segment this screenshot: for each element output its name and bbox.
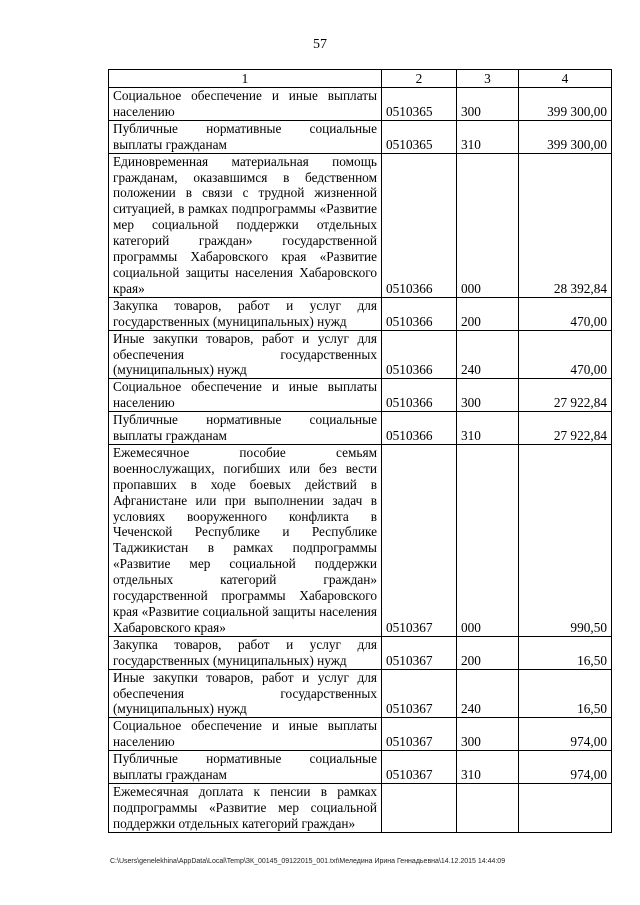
row-description: Ежемесячная доплата к пенсии в рамках подпрограммы «Развитие мер социальной поддержки отдельных категорий граждан» — [109, 783, 382, 832]
row-description: Ежемесячное пособие семьям военнослужащих, погибших или без вести пропавших в ходе боевых действий в Афганистане или при выполнении задач в условиях вооруженного конфликта в Чеченской Республике и Республике Таджикистан в рамках подпрограммы «Развитие мер социальной поддержки отдельных категорий граждан» государственной программы Хабаровского края «Развитие социальной защиты населения Хабаровского края» — [109, 444, 382, 636]
expense-type-code: 310 — [457, 120, 519, 153]
target-article-code: 0510365 — [382, 120, 457, 153]
row-description: Единовременная материальная помощь гражданам, оказавшимся в бедственном положении в связи с трудной жизненной ситуацией, в рамках подпрограммы «Развитие мер социальной поддержки отдельных категорий граждан» государственной программы Хабаровского края «Развитие социальной защиты населения Хабаровского края» — [109, 153, 382, 297]
amount: 974,00 — [519, 751, 612, 784]
row-description: Закупка товаров, работ и услуг для государственных (муниципальных) нужд — [109, 636, 382, 669]
amount: 16,50 — [519, 669, 612, 718]
expense-type-code: 240 — [457, 669, 519, 718]
expense-type-code: 310 — [457, 751, 519, 784]
row-description: Иные закупки товаров, работ и услуг для обеспечения государственных (муниципальных) нужд — [109, 330, 382, 379]
target-article-code: 0510365 — [382, 88, 457, 121]
amount: 27 922,84 — [519, 412, 612, 445]
expense-type-code: 000 — [457, 153, 519, 297]
target-article-code: 0510366 — [382, 330, 457, 379]
table-row — [109, 636, 612, 669]
row-description: Публичные нормативные социальные выплаты гражданам — [109, 120, 382, 153]
table-row — [109, 718, 612, 751]
amount: 28 392,84 — [519, 153, 612, 297]
target-article-code: 0510367 — [382, 669, 457, 718]
column-header: 3 — [457, 70, 519, 88]
row-description: Социальное обеспечение и иные выплаты населению — [109, 88, 382, 121]
target-article-code: 0510367 — [382, 636, 457, 669]
table-row — [109, 379, 612, 412]
page-number: 57 — [313, 37, 327, 52]
amount: 399 300,00 — [519, 120, 612, 153]
table-row — [109, 153, 612, 297]
table-row — [109, 297, 612, 330]
target-article-code: 0510366 — [382, 297, 457, 330]
amount: 27 922,84 — [519, 379, 612, 412]
column-header: 1 — [109, 70, 382, 88]
target-article-code: 0510366 — [382, 412, 457, 445]
table-row — [109, 120, 612, 153]
target-article-code: 0510366 — [382, 379, 457, 412]
table-header-row — [109, 70, 612, 88]
table-row — [109, 783, 612, 832]
amount: 974,00 — [519, 718, 612, 751]
row-description: Иные закупки товаров, работ и услуг для обеспечения государственных (муниципальных) нужд — [109, 669, 382, 718]
row-description: Социальное обеспечение и иные выплаты населению — [109, 718, 382, 751]
file-path-footer: C:\Users\genelekhina\AppData\Local\Temp\ЗК_00145_09122015_001.txt\Меледина Ирина Геннадьевна\14.12.2015 14:44:09 — [110, 858, 506, 865]
expense-type-code: 200 — [457, 297, 519, 330]
expense-type-code: 300 — [457, 379, 519, 412]
amount: 399 300,00 — [519, 88, 612, 121]
expense-type-code: 200 — [457, 636, 519, 669]
budget-table — [108, 69, 612, 833]
row-description: Публичные нормативные социальные выплаты гражданам — [109, 412, 382, 445]
amount: 990,50 — [519, 444, 612, 636]
target-article-code: 0510367 — [382, 751, 457, 784]
expense-type-code: 300 — [457, 88, 519, 121]
table-row — [109, 412, 612, 445]
amount: 470,00 — [519, 330, 612, 379]
expense-type-code: 000 — [457, 444, 519, 636]
table-row — [109, 751, 612, 784]
row-description: Публичные нормативные социальные выплаты гражданам — [109, 751, 382, 784]
target-article-code: 0510367 — [382, 718, 457, 751]
row-description: Социальное обеспечение и иные выплаты населению — [109, 379, 382, 412]
row-description: Закупка товаров, работ и услуг для государственных (муниципальных) нужд — [109, 297, 382, 330]
table-row — [109, 88, 612, 121]
target-article-code — [382, 783, 457, 832]
target-article-code: 0510366 — [382, 153, 457, 297]
expense-type-code: 310 — [457, 412, 519, 445]
table-row — [109, 330, 612, 379]
expense-type-code: 240 — [457, 330, 519, 379]
expense-type-code — [457, 783, 519, 832]
column-header: 2 — [382, 70, 457, 88]
table-row — [109, 444, 612, 636]
amount: 470,00 — [519, 297, 612, 330]
target-article-code: 0510367 — [382, 444, 457, 636]
expense-type-code: 300 — [457, 718, 519, 751]
amount: 16,50 — [519, 636, 612, 669]
amount — [519, 783, 612, 832]
table-row — [109, 669, 612, 718]
column-header: 4 — [519, 70, 612, 88]
